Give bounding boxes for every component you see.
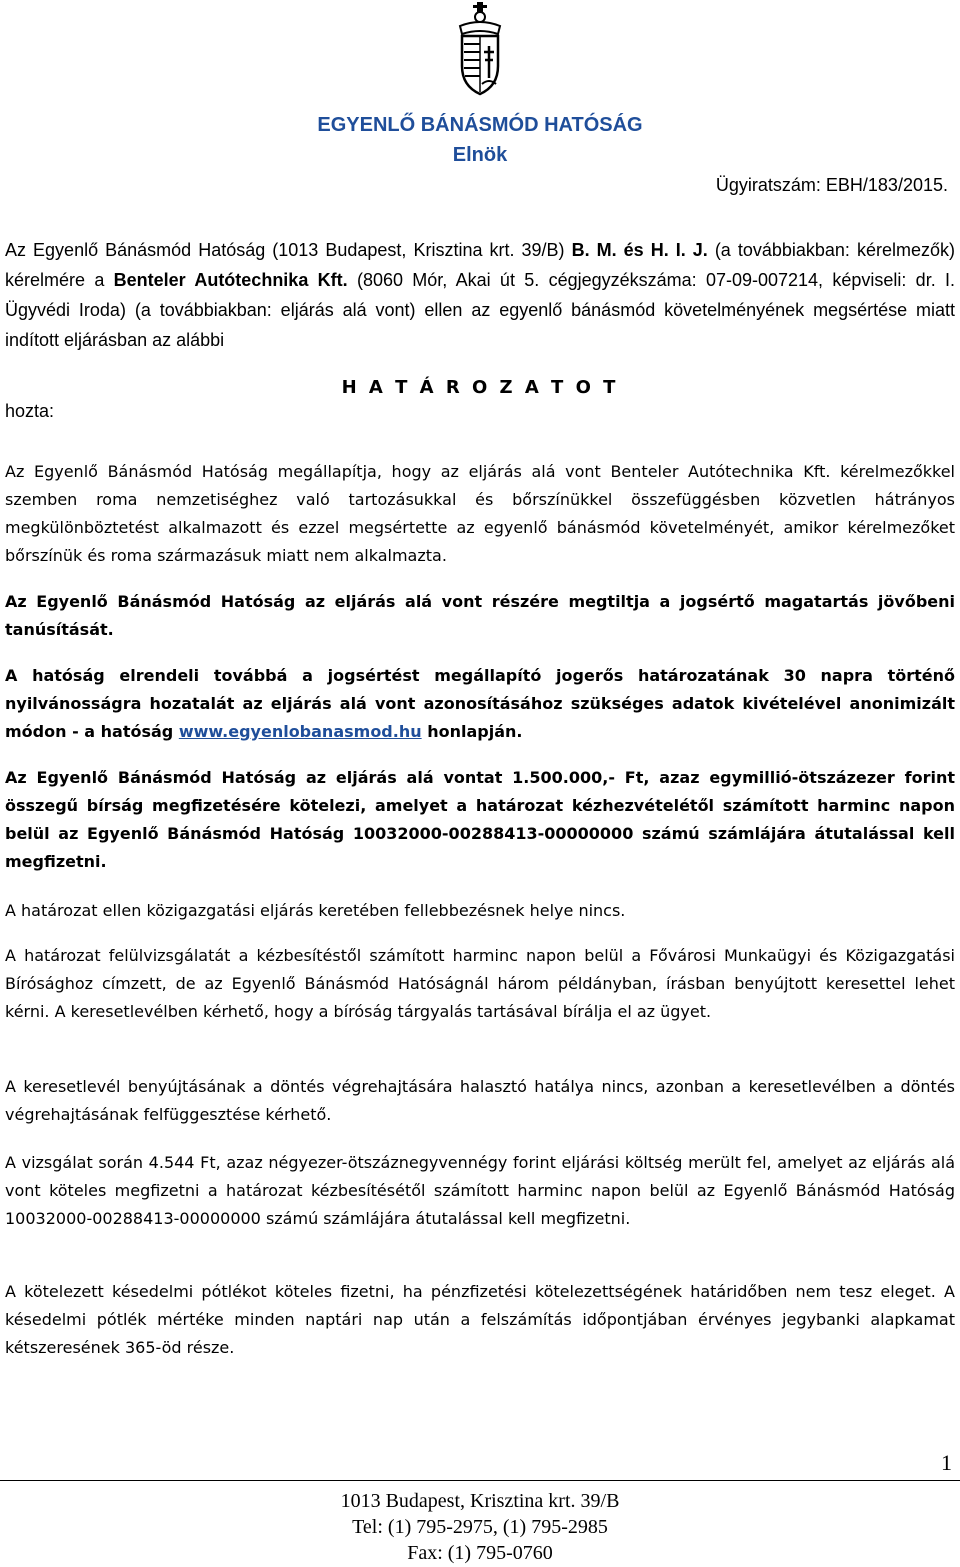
paragraph-judicial-review: A határozat felülvizsgálatát a kézbesítéstől számított harminc napon belül a Fővárosi Munkaügyi és Közigazgatási Bírósághoz címzett, de az Egyenlő Bánásmód Hatóságnál három példányban, írásban benyújtott keresettel lehet kérni. A keresetlevélben kérhető, hogy a bíróság tárgyalás tartásával bírálja el az ügyet. bbox=[5, 946, 955, 1021]
footer-divider bbox=[0, 1480, 960, 1481]
footer-fax: Fax: (1) 795-0760 bbox=[407, 1542, 553, 1564]
paragraph-publication: A hatóság elrendeli továbbá a jogsértést megállapító jogerős határozatának 30 napra történő nyilvánosságra hozatalát az eljárás alá vont azonosításához szükséges adatok kivételével anonimizált módon - a hatóság www.egyenlobanasmod.hu honlapján. bbox=[5, 666, 955, 741]
paragraph-costs: A vizsgálat során 4.544 Ft, azaz négyezer-ötszáznegyvennégy forint eljárási költség merült fel, amelyet az eljárás alá vont köteles megfizetni a határozat kézbesítésétől számított harminc napon belül az Egyenlő Bánásmód Hatóság 10032000-00288413-00000000 számú számlájára átutalással kell megfizetni. bbox=[5, 1153, 955, 1228]
paragraph-fine: Az Egyenlő Bánásmód Hatóság az eljárás alá vontat 1.500.000,- Ft, azaz egymillió-ötszázezer forint összegű bírság megfizetésére kötelezi, amelyet a határozat kézhezvételétől számított harminc napon belül az Egyenlő Bánásmód Hatóság 10032000-00288413-00000000 számú számlájára átutalással kell megfizetni. bbox=[5, 768, 955, 871]
website-link[interactable]: www.egyenlobanasmod.hu bbox=[178, 722, 422, 741]
hungarian-coat-of-arms-icon bbox=[452, 0, 508, 98]
intro-paragraph: Az Egyenlő Bánásmód Hatóság (1013 Budapest, Krisztina krt. 39/B) B. M. és H. I. J. (a továbbiakban: kérelmezők) kérelmére a Benteler Autótechnika Kft. (8060 Mór, Akai út 5. cégjegyzékszáma: 07-09-007214, képviseli: dr. I. Ügyvédi Iroda) (a továbbiakban: eljárás alá vont) ellen az egyenlő bánásmód követelményének megsértése miatt indított eljárásban az alábbi bbox=[5, 240, 955, 350]
respondent-name: Benteler Autótechnika Kft. bbox=[113, 270, 348, 290]
footer-address: 1013 Budapest, Krisztina krt. 39/B bbox=[340, 1490, 620, 1512]
hozta-label: hozta: bbox=[5, 401, 55, 421]
case-number: Ügyiratszám: EBH/183/2015. bbox=[715, 175, 948, 195]
page-number: 1 bbox=[941, 1450, 952, 1475]
decision-heading: H A T Á R O Z A T O T bbox=[341, 377, 619, 398]
paragraph-suspension: A keresetlevél benyújtásának a döntés végrehajtására halasztó hatálya nincs, azonban a keresetlevélben a döntés végrehajtásának felfüggesztése kérhető. bbox=[5, 1077, 955, 1124]
applicants-name: B. M. és H. I. J. bbox=[571, 240, 708, 260]
footer-phone: Tel: (1) 795-2975, (1) 795-2985 bbox=[352, 1516, 608, 1538]
office-title: Elnök bbox=[452, 144, 508, 166]
paragraph-prohibition: Az Egyenlő Bánásmód Hatóság az eljárás alá vont részére megtiltja a jogsértő magatartás jövőbeni tanúsítását. bbox=[5, 592, 955, 639]
authority-name: EGYENLŐ BÁNÁSMÓD HATÓSÁG bbox=[317, 114, 643, 136]
paragraph-late-fee: A kötelezett késedelmi pótlékot köteles fizetni, ha pénzfizetési kötelezettségének határidőben nem tesz eleget. A késedelmi pótlék mértéke minden naptári nap után a felszámítás időpontjában érvényes jegybanki alapkamat kétszeresének 365-öd része. bbox=[5, 1282, 955, 1357]
paragraph-no-appeal: A határozat ellen közigazgatási eljárás keretében fellebbezésnek helye nincs. bbox=[5, 901, 626, 920]
paragraph-finding: Az Egyenlő Bánásmód Hatóság megállapítja, hogy az eljárás alá vont Benteler Autótechnika Kft. kérelmezőkkel szemben roma nemzetiséghez való tartozásukkal és bőrszínükkel összefüggésben közvetlen hátrányos megkülönböztetést alkalmazott és ezzel megsértette az egyenlő bánásmód követelményét, amikor kérelmezőket bőrszínük és roma származásuk miatt nem alkalmazta. bbox=[5, 462, 955, 565]
